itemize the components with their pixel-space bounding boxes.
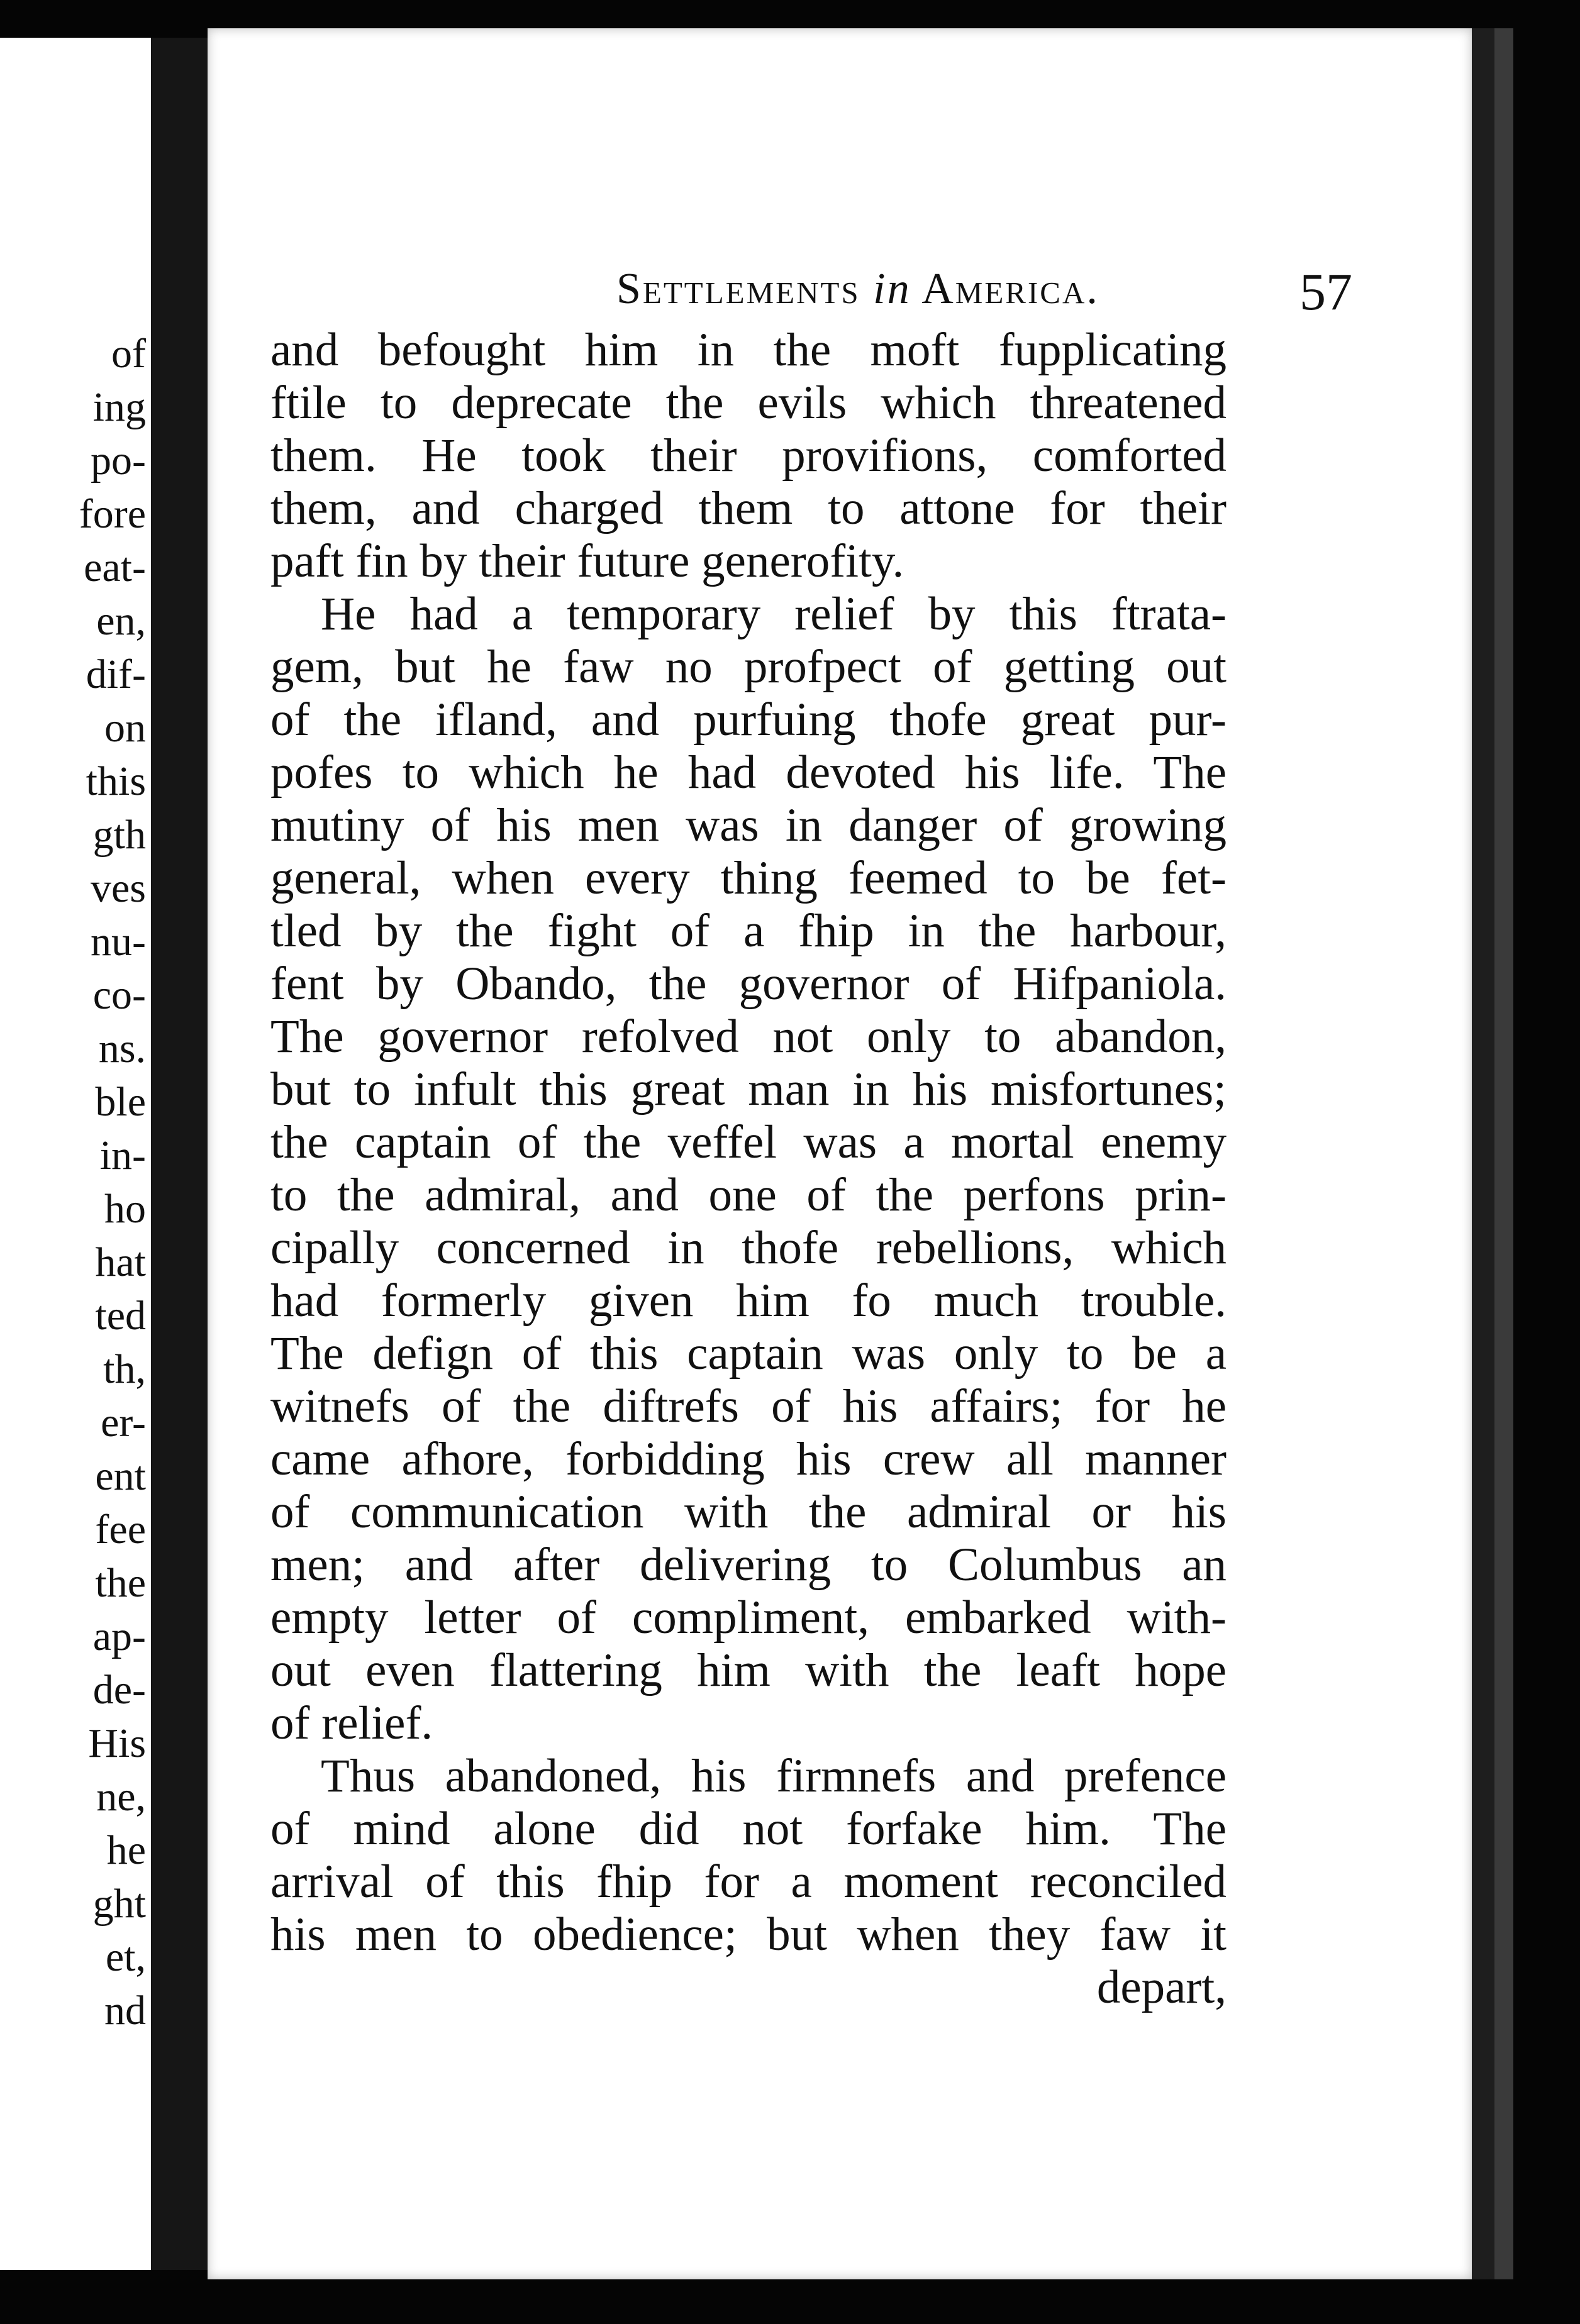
prev-line: ing xyxy=(92,384,146,430)
text-line: general, when every thing feemed to be fet- xyxy=(270,852,1227,904)
text-line: gem, but he faw no profpect of getting out xyxy=(270,641,1227,693)
text-line: of relief. xyxy=(270,1697,433,1749)
text-line: ftile to deprecate the evils which threatened xyxy=(270,377,1227,429)
prev-line: ble xyxy=(95,1079,146,1125)
prev-line: fee xyxy=(95,1507,146,1552)
prev-line: ent xyxy=(95,1453,146,1499)
prev-line: et, xyxy=(105,1934,146,1980)
prev-line: he xyxy=(106,1827,146,1873)
prev-line: of xyxy=(111,331,146,377)
prev-line: His xyxy=(88,1720,146,1766)
text-line: out even flattering him with the leaft hope xyxy=(270,1644,1227,1696)
running-head-suffix: America. xyxy=(921,265,1099,313)
text-line: of communication with the admiral or his xyxy=(270,1486,1227,1538)
body-text xyxy=(270,324,1227,2014)
text-line: his men to obedience; but when they faw it xyxy=(270,1908,1227,1961)
prev-line: de- xyxy=(92,1667,146,1713)
previous-page-fragment xyxy=(0,38,153,2270)
text-line: had formerly given him fo much trouble. xyxy=(270,1275,1227,1327)
page-edge-shadow xyxy=(1472,28,1494,2279)
text-line: pofes to which he had devoted his life. The xyxy=(270,746,1227,799)
prev-line: this xyxy=(86,758,146,804)
prev-line: the xyxy=(95,1560,146,1606)
prev-line: nd xyxy=(104,1988,146,2034)
book-gutter xyxy=(151,38,208,2270)
text-line: cipally concerned in thofe rebellions, which xyxy=(270,1222,1227,1274)
prev-line: dif- xyxy=(86,651,146,697)
text-line: them, and charged them to attone for their xyxy=(270,482,1227,534)
catchword: depart, xyxy=(1096,1961,1227,2013)
text-line: witnefs of the diftrefs of his affairs; for he xyxy=(270,1380,1227,1432)
prev-line: on xyxy=(104,705,146,751)
text-line: The defign of this captain was only to be a xyxy=(270,1327,1227,1380)
running-head-prefix: Settlements xyxy=(616,265,860,313)
prev-line: hat xyxy=(95,1239,146,1285)
prev-line: ves xyxy=(91,865,146,911)
prev-line: gth xyxy=(92,812,146,858)
prev-line: en, xyxy=(96,598,146,644)
text-line: of the ifland, and purfuing thofe great pur- xyxy=(270,694,1227,746)
prev-line: ap- xyxy=(92,1613,146,1659)
prev-line: nu- xyxy=(91,919,146,965)
text-line: came afhore, forbidding his crew all manner xyxy=(270,1433,1227,1485)
prev-line: th, xyxy=(103,1346,146,1392)
text-line: the captain of the veffel was a mortal enemy xyxy=(270,1116,1227,1168)
page-header xyxy=(409,264,1390,333)
page-number: 57 xyxy=(1299,263,1352,321)
text-line: tled by the fight of a fhip in the harbour, xyxy=(270,905,1227,957)
text-line: but to infult this great man in his misfortunes; xyxy=(270,1063,1227,1115)
text-line: to the admiral, and one of the perfons prin- xyxy=(270,1169,1227,1221)
text-line: paft fin by their future generofity. xyxy=(270,535,904,587)
prev-line: in- xyxy=(99,1132,146,1178)
prev-line: ho xyxy=(104,1186,146,1232)
prev-line: ne, xyxy=(96,1774,146,1820)
text-line: fent by Obando, the governor of Hifpaniola. xyxy=(270,958,1227,1010)
prev-line: fore xyxy=(79,491,146,537)
prev-line: ted xyxy=(95,1293,146,1339)
text-line: empty letter of compliment, embarked with- xyxy=(270,1591,1227,1644)
prev-line: ns. xyxy=(98,1026,146,1071)
text-line: Thus abandoned, his firmnefs and prefence xyxy=(321,1750,1227,1802)
prev-line: eat- xyxy=(84,545,146,590)
text-line: and befought him in the moft fupplicating xyxy=(270,324,1227,376)
text-line: mutiny of his men was in danger of growing xyxy=(270,799,1227,851)
prev-line: po- xyxy=(91,438,146,484)
prev-line: ght xyxy=(92,1881,146,1927)
running-head-italic: in xyxy=(873,265,911,313)
text-line: them. He took their provifions, comforted xyxy=(270,429,1227,482)
text-line: men; and after delivering to Columbus an xyxy=(270,1539,1227,1591)
text-line: of mind alone did not forfake him. The xyxy=(270,1803,1227,1855)
text-line: arrival of this fhip for a moment reconciled xyxy=(270,1856,1227,1908)
text-line: The governor refolved not only to abandon, xyxy=(270,1010,1227,1063)
prev-line: er- xyxy=(101,1400,146,1446)
book-page xyxy=(208,28,1472,2279)
page-stack-edge xyxy=(1494,28,1513,2279)
prev-line: co- xyxy=(92,972,146,1018)
text-line: He had a temporary relief by this ftrata- xyxy=(321,588,1227,640)
running-head xyxy=(616,264,1099,314)
